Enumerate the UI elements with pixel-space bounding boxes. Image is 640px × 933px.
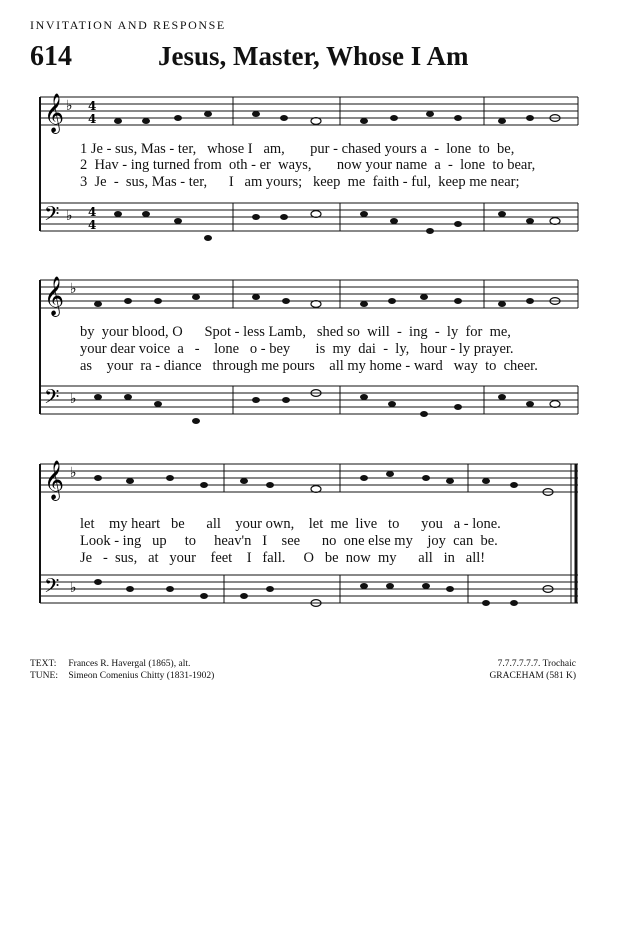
lyric-line-2-2: your dear voice a - lone o - bey is my dai - ly, hour - ly prayer. — [80, 341, 514, 357]
text-credit-label: TEXT: — [30, 659, 57, 669]
svg-text:♭: ♭ — [66, 208, 73, 224]
tune-credit-line — [30, 670, 214, 682]
section-header: INVITATION AND RESPONSE — [30, 18, 226, 32]
text-credit: Frances R. Havergal (1865), alt. — [68, 659, 191, 669]
tune-credit: Simeon Comenius Chitty (1831-1902) — [68, 671, 215, 681]
meter: 7.7.7.7.7.7. Trochaic — [497, 659, 576, 669]
svg-text:4: 4 — [88, 99, 97, 113]
svg-text:4: 4 — [88, 218, 97, 232]
svg-text:♭: ♭ — [66, 98, 73, 114]
meter-block — [489, 658, 576, 682]
svg-text:4: 4 — [88, 112, 97, 126]
text-credit-line — [30, 658, 214, 670]
svg-text:𝄢: 𝄢 — [44, 574, 60, 602]
tune-name: GRACEHAM (581 K) — [489, 671, 576, 681]
svg-text:4: 4 — [88, 205, 97, 219]
svg-text:𝄞: 𝄞 — [44, 460, 65, 500]
lyric-line-3-3: Je - sus, at your feet I fall. O be now my all in all! — [80, 550, 486, 566]
svg-text:𝄢: 𝄢 — [44, 202, 60, 230]
svg-text:𝄞: 𝄞 — [44, 93, 65, 133]
lyric-line-1-1: 1 Je - sus, Mas - ter, whose I am, pur - chased yours a - lone to be, — [80, 141, 515, 157]
lyric-line-1-2: 2 Hav - ing turned from oth - er ways, now your name a - lone to bear, — [80, 157, 536, 173]
tune-credit-label: TUNE: — [30, 671, 58, 681]
svg-text:𝄢: 𝄢 — [44, 385, 60, 413]
svg-text:♭: ♭ — [70, 465, 77, 481]
hymn-number: 614 — [30, 41, 72, 72]
lyric-line-2-3: as your ra - diance through me pours all my home - ward way to cheer. — [80, 358, 538, 374]
lyric-line-1-3: 3 Je - sus, Mas - ter, I am yours; keep me faith - ful, keep me near; — [80, 174, 520, 190]
lyric-line-2-1: by your blood, O Spot - less Lamb, shed so will - ing - ly for me, — [80, 324, 511, 340]
lyric-line-3-1: let my heart be all your own, let me live to you a - lone. — [80, 516, 501, 532]
svg-text:♭: ♭ — [70, 391, 77, 407]
svg-text:♭: ♭ — [70, 580, 77, 596]
svg-text:𝄞: 𝄞 — [44, 276, 65, 316]
hymn-title: Jesus, Master, Whose I Am — [158, 41, 469, 71]
lyric-line-3-2: Look - ing up to heav'n I see no one else my joy can be. — [80, 533, 498, 549]
credits-block — [30, 658, 214, 682]
svg-text:♭: ♭ — [70, 281, 77, 297]
